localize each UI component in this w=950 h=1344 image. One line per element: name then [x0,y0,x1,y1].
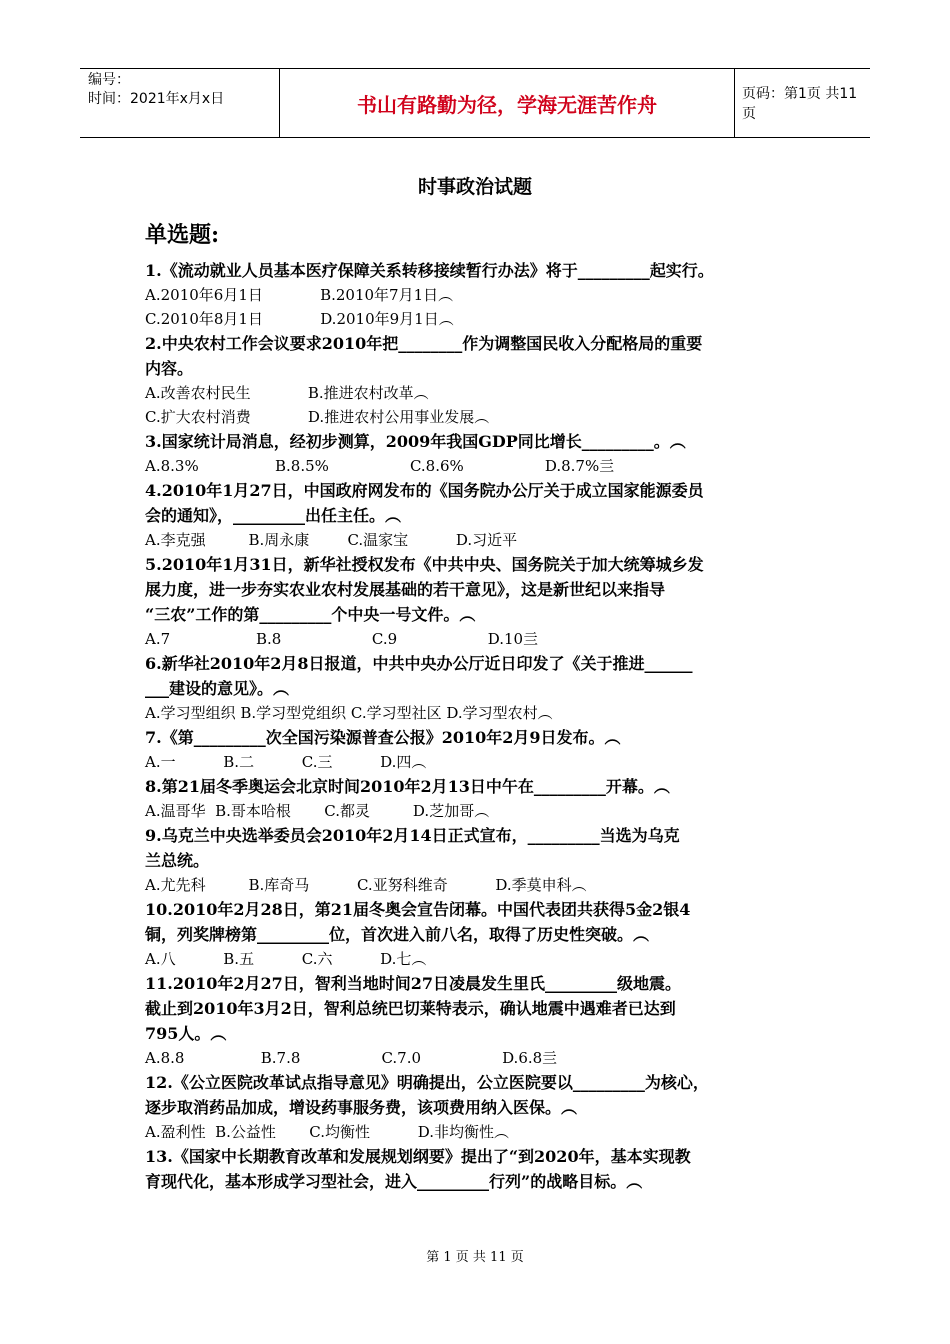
question-stem-line: ___建设的意见》。︵ [145,679,290,698]
question-stem-line: 内容。 [145,359,194,378]
question-options-line: A.一 B.二 C.三 D.四︵ [145,753,427,771]
question-stem-line: 5.2010年1月31日，新华社授权发布《中共中央、国务院关于加大统筹城乡发 [145,555,704,574]
question-stem-line: 7.《第_________次全国污染源普查公报》2010年2月9日发布。︵ [145,728,621,747]
question-item [145,1070,810,1144]
question-stem-line: 育现代化，基本形成学习型社会，进入_________行列”的战略目标。︵ [145,1172,643,1191]
header-motto: 书山有路勤为径，学海无涯苦作舟 [280,69,735,137]
question-stem-line: 兰总统。 [145,851,210,870]
question-stem-line: “三农”工作的第_________个中央一号文件。︵ [145,605,476,624]
question-stem-line: 795人。︵ [145,1024,227,1043]
question-item [145,1144,810,1194]
question-item [145,897,810,971]
question-item [145,552,810,651]
number-label: 编号： [88,72,130,88]
document-title: 时事政治试题 [417,176,532,198]
question-stem-line: 铜，列奖牌榜第_________位，首次进入前八名，取得了历史性突破。︵ [145,925,650,944]
question-options-line: A.7 B.8 C.9 D.10亖 [145,630,539,648]
question-item [145,725,810,774]
question-stem-line: 4.2010年1月27日，中国政府网发布的《国务院办公厅关于成立国家能源委员 [145,481,704,500]
question-stem-line: 8.第21届冬季奥运会北京时间2010年2月13日中午在_________开幕。︵ [145,777,670,796]
question-stem-line: 1.《流动就业人员基本医疗保障关系转移接续暂行办法》将于_________起实行。 [145,261,714,280]
question-stem-line: 3.国家统计局消息，经初步测算，2009年我国GDP同比增长_________。︵ [145,432,686,451]
question-options-line: A.8.3% B.8.5% C.8.6% D.8.7%亖 [145,457,615,475]
header-meta [80,69,280,137]
question-item [145,651,810,725]
question-options-line: C.扩大农村消费 D.推进农村公用事业发展︵ [145,408,490,426]
question-options-line: C.2010年8月1日 D.2010年9月1日︵ [145,310,454,328]
question-stem-line: 12.《公立医院改革试点指导意见》明确提出，公立医院要以_________为核心， [145,1073,709,1092]
question-options-line: A.李克强 B.周永康 C.温家宝 D.习近平 [145,531,518,549]
question-item [145,774,810,823]
question-list [145,258,810,1194]
question-options-line: A.8.8 B.7.8 C.7.0 D.6.8亖 [145,1049,558,1067]
question-stem-line: 会的通知》，_________出任主任。︵ [145,506,402,525]
question-stem-line: 13.《国家中长期教育改革和发展规划纲要》提出了“到2020年，基本实现教 [145,1147,691,1166]
question-item [145,478,810,552]
question-options-line: A.盈利性 B.公益性 C.均衡性 D.非均衡性︵ [145,1123,509,1141]
question-options-line: A.温哥华 B.哥本哈根 C.都灵 D.芝加哥︵ [145,802,490,820]
question-options-line: A.学习型组织 B.学习型党组织 C.学习型社区 D.学习型农村︵ [145,704,553,722]
question-stem-line: 11.2010年2月27日，智利当地时间27日凌晨发生里氏_________级地震。 [145,974,682,993]
question-stem-line: 9.乌克兰中央选举委员会2010年2月14日正式宣布，_________当选为乌克 [145,826,680,845]
question-item [145,429,810,478]
question-item [145,258,810,331]
question-options-line: A.2010年6月1日 B.2010年7月1日︵ [145,286,454,304]
header-table [80,68,870,138]
section-heading: 单选题: [145,222,220,248]
question-stem-line: 10.2010年2月28日，第21届冬奥会宣告闭幕。中国代表团共获得5金2银4 [145,900,691,919]
question-stem-line: 6.新华社2010年2月8日报道，中共中央办公厅近日印发了《关于推进______ [145,654,693,673]
question-options-line: A.尤先科 B.库奇马 C.亚努科维奇 D.季莫申科︵ [145,876,587,894]
header-page-code: 页码：第1页 共11页 [742,86,858,122]
question-item [145,331,810,429]
question-stem-line: 2.中央农村工作会议要求2010年把________作为调整国民收入分配格局的重要 [145,334,703,353]
question-item [145,823,810,897]
question-stem-line: 逐步取消药品加成，增设药事服务费，该项费用纳入医保。︵ [145,1098,578,1117]
question-options-line: A.八 B.五 C.六 D.七︵ [145,950,427,968]
question-options-line: A.改善农村民生 B.推进农村改革︵ [145,384,429,402]
time-label: 时间：2021年x月x日 [88,91,225,107]
question-item [145,971,810,1070]
page-footer: 第 1 页 共 11 页 [426,1250,524,1265]
question-stem-line: 展力度，进一步夯实农业农村发展基础的若干意见》，这是新世纪以来指导 [145,580,666,599]
question-stem-line: 截止到2010年3月2日，智利总统巴切莱特表示，确认地震中遇难者已达到 [145,999,676,1018]
